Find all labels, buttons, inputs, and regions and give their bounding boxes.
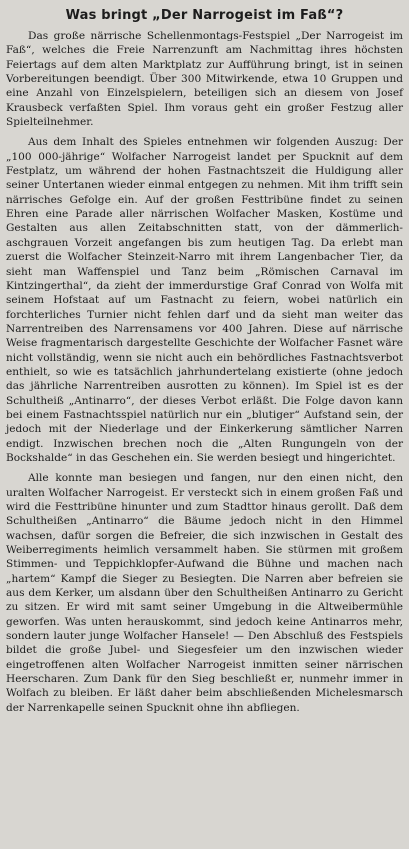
article-title: Was bringt „Der Narrogeist im Faß“? (65, 8, 344, 23)
article-paragraph-2: Aus dem Inhalt des Spieles entnehmen wir folgenden Auszug: Der „100 000-jährige“ Wolfacher Narrogeist landet per Spucknit auf dem Festplatz, um während der hohen Fastnachtszeit die Huldigung aller seiner Untertanen wieder einmal entgegen zu nehmen. Mit ihm trifft sein närrisches Gefolge ein. Auf der großen Festtribüne findet zu seinen Ehren eine Parade aller närrischen Wolfacher Masken, Kostüme und Gestalten aus allen Zeitabschnitten statt, von der dämmerlich-aschgrauen Vorzeit angefangen bis zum heutigen Tag. Da erlebt man zuerst die Wolfacher Steinzeit-Narro mit ihrem Langenbacher Tier, da sieht man Waffenspiel und Tanz beim „Römischen Carnaval im Kintzingerthal“, da zieht der immerdurstige Graf Conrad von Wolfa mit seinem Hofstaat auf um Fastnacht zu feiern, wobei natürlich ein forchterliches Turnier nicht fehlen darf und da sieht man weiter das Narrentreiben des Narrensamens vor 400 Jahren. Diese auf närrische Weise fragmentarisch dargestellte Geschichte der Wolfacher Fasnet wäre nicht vollständig, wenn sie nicht auch ein behördliches Fastnachtsverbot enthielt, so wie es tatsächlich jahrhundertelang existierte (ohne jedoch das jährliche Narrentreiben ausrotten zu können). Im Spiel ist es der Schultheiß „Antinarro“, der dieses Verbot erläßt. Die Folge davon kann bei einem Fastnachtsspiel natürlich nur ein „blutiger“ Aufstand sein, der jedoch mit der Niederlage und der Einkerkerung sämtlicher Narren endigt. Inzwischen brechen noch die „Alten Rungungeln von der Bockshalde“ in das Geschehen ein. Sie werden besiegt und hingerichtet. (6, 136, 403, 464)
article-paragraph-1: Das große närrische Schellenmontags-Festspiel „Der Narrogeist im Faß“, welches die Freie Narrenzunft am Nachmittag ihres höchsten Feiertags auf dem alten Marktplatz zur Aufführung bringt, ist in seinen Vorbereitungen beendigt. Über 300 Mitwirkende, etwa 10 Gruppen und eine Anzahl von Einzelspielern, beteiligen sich an diesem von Josef Krausbeck verfaßten Spiel. Ihm voraus geht ein großer Festzug aller Spielteilnehmer. (6, 30, 403, 129)
article-paragraph-3: Alle konnte man besiegen und fangen, nur den einen nicht, den uralten Wolfacher Narrogeist. Er versteckt sich in einem großen Faß und wird die Festtribüne hinunter und zum Stadttor hinaus gerollt. Daß dem Schultheißen „Antinarro“ die Bäume jedoch nicht in den Himmel wachsen, dafür sorgen die Befreier, die sich inzwischen in Gestalt des Weiberregiments heimlich versammelt haben. Sie stürmen mit großem Stimmen- und Teppichklopfer-Aufwand die Bühne und machen nach „hartem“ Kampf die Sieger zu Besiegten. Die Narren aber befreien sie aus dem Kerker, um alsdann über den Schultheißen Antinarro zu Gericht zu sitzen. Er wird mit samt seiner Umgebung in die Altweibermühle geworfen. Was unten herauskommt, sind jedoch keine Antinarros mehr, sondern lauter junge Wolfacher Hansele! — Den Abschluß des Festspiels bildet die große Jubel- und Siegesfeier um den inzwischen wieder eingetroffenen alten Wolfacher Narrogeist inmitten seiner närrischen Heerscharen. Zum Dank für den Sieg beschließt er, nunmehr immer in Wolfach zu bleiben. Er läßt daher beim abschließenden Michelesmarsch der Narrenkapelle seinen Spucknit ohne ihn abfliegen. (6, 472, 403, 714)
